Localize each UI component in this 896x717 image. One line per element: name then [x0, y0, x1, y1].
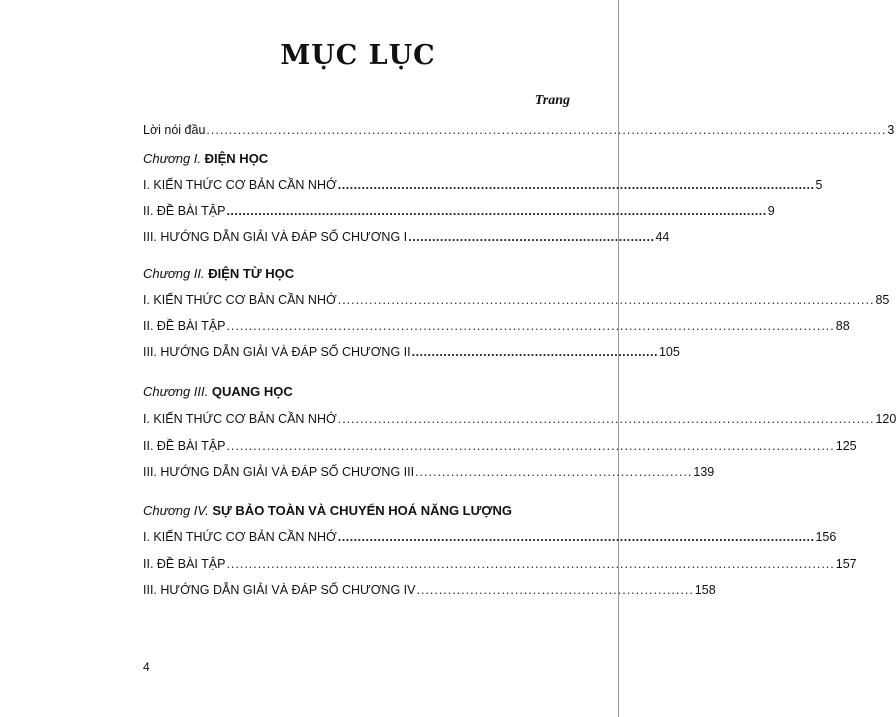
toc-entry[interactable]: [143, 583, 716, 597]
chapter-prefix: Chương III.: [143, 384, 209, 399]
toc-entry-label: III. HƯỚNG DẪN GIẢI VÀ ĐÁP SỐ CHƯƠNG IV: [143, 583, 416, 597]
chapter-prefix: Chương I.: [143, 151, 202, 166]
leader-dots: ..............................................................: [408, 230, 655, 244]
toc-entry[interactable]: [143, 293, 890, 307]
leader-dots: ........................................................................................................................: [337, 530, 815, 544]
toc-entry-label: Lời nói đầu: [143, 123, 206, 137]
chapter-heading-1: [143, 151, 572, 166]
chapter-name: QUANG HỌC: [211, 384, 293, 399]
toc-entry-label: III. HƯỚNG DẪN GIẢI VÀ ĐÁP SỐ CHƯƠNG I: [143, 230, 408, 244]
leader-dots: ........................................................................................................................: [337, 293, 875, 307]
toc-entry-label: II. ĐỀ BÀI TẬP: [143, 319, 226, 333]
page-title: MỤC LỤC: [280, 40, 436, 71]
toc-entry-page: 88: [835, 319, 850, 333]
chapter-heading-2: [143, 266, 572, 281]
toc-entry-label: I. KIẾN THỨC CƠ BẢN CẦN NHỚ: [143, 293, 337, 307]
toc-entry[interactable]: [143, 557, 857, 571]
toc-entry[interactable]: [143, 204, 775, 218]
toc-entry-page: 120: [875, 412, 896, 426]
leader-dots: ........................................................................................................................: [337, 178, 815, 192]
chapter-name: SỰ BẢO TOÀN VÀ CHUYỂN HOÁ NĂNG LƯỢNG: [212, 503, 512, 518]
leader-dots: ........................................................................................................................................: [226, 557, 835, 571]
chapter-name: ĐIỆN HỌC: [204, 151, 269, 166]
toc-entry-label: I. KIẾN THỨC CƠ BẢN CẦN NHỚ: [143, 178, 337, 192]
toc-entry-page: 3: [887, 123, 895, 137]
toc-entry-label: II. ĐỀ BÀI TẬP: [143, 439, 226, 453]
leader-dots: ........................................................................................................................: [337, 412, 875, 426]
chapter-heading-4: [143, 503, 572, 518]
toc-entry-page: 85: [875, 293, 890, 307]
book-page: [98, 0, 896, 717]
chapter-prefix: Chương II.: [143, 266, 205, 281]
page-column-header: Trang: [534, 93, 570, 108]
toc-entry[interactable]: [143, 230, 670, 244]
leader-dots: ..............................................................: [411, 345, 658, 359]
toc-entry-page: 125: [835, 439, 857, 453]
toc-entry[interactable]: [143, 530, 837, 544]
toc-entry[interactable]: [143, 345, 680, 359]
toc-entry-page: 156: [815, 530, 837, 544]
toc-entry-label: III. HƯỚNG DẪN GIẢI VÀ ĐÁP SỐ CHƯƠNG II: [143, 345, 411, 359]
leader-dots: ........................................................................................................................................................: [206, 123, 887, 137]
toc-entry-label: I. KIẾN THỨC CƠ BẢN CẦN NHỚ: [143, 530, 337, 544]
toc-entry-page: 5: [815, 178, 823, 192]
leader-dots: ........................................................................................................................................: [226, 439, 835, 453]
toc-entry-page: 139: [693, 465, 715, 479]
chapter-name: ĐIỆN TỪ HỌC: [208, 266, 295, 281]
toc-entry-page: 105: [658, 345, 680, 359]
toc-entry-label: II. ĐỀ BÀI TẬP: [143, 204, 226, 218]
chapter-prefix: Chương IV.: [143, 503, 209, 518]
chapter-heading-3: [143, 384, 572, 399]
leader-dots: ........................................................................................................................................: [226, 319, 835, 333]
toc-entry-page: 157: [835, 557, 857, 571]
toc-entry-page: 158: [694, 583, 716, 597]
toc-entry-page: 44: [655, 230, 670, 244]
toc-entry[interactable]: [143, 412, 896, 426]
toc-entry[interactable]: [143, 319, 850, 333]
toc-entry-page: 9: [767, 204, 775, 218]
leader-dots: ..............................................................: [416, 583, 694, 597]
leader-dots: ........................................................................................................................................: [226, 204, 767, 218]
toc-entry-intro[interactable]: [143, 123, 895, 137]
toc-entry-label: III. HƯỚNG DẪN GIẢI VÀ ĐÁP SỐ CHƯƠNG III: [143, 465, 415, 479]
toc-entry[interactable]: [143, 465, 715, 479]
leader-dots: ..............................................................: [415, 465, 693, 479]
toc-entry-label: II. ĐỀ BÀI TẬP: [143, 557, 226, 571]
toc-entry[interactable]: [143, 439, 857, 453]
page-number: 4: [143, 660, 150, 674]
toc-entry[interactable]: [143, 178, 823, 192]
toc-entry-label: I. KIẾN THỨC CƠ BẢN CẦN NHỚ: [143, 412, 337, 426]
